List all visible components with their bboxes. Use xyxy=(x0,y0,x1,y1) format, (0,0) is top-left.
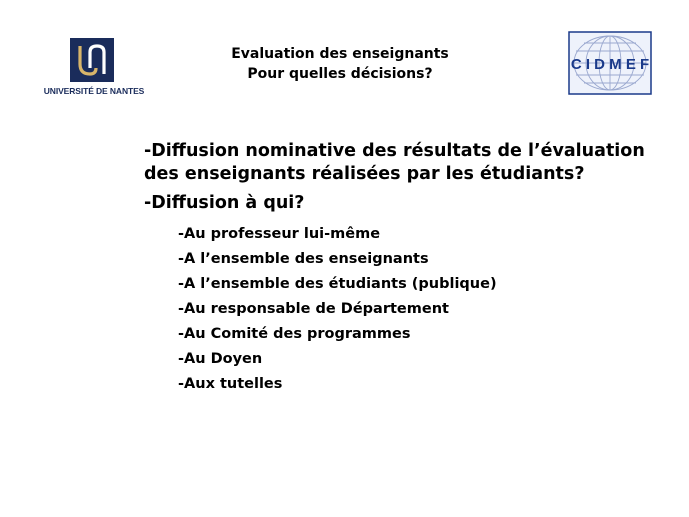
list-item: -Aux tutelles xyxy=(178,376,283,392)
main-point-diffusion-a-qui: -Diffusion à qui? xyxy=(144,193,305,213)
cidmef-globe-icon xyxy=(568,31,652,95)
list-item: -Au responsable de Département xyxy=(178,301,449,317)
cidmef-logo xyxy=(568,31,652,95)
list-item: -A l’ensemble des enseignants xyxy=(178,251,429,267)
title-line-1: Evaluation des enseignants xyxy=(231,46,449,62)
cidmef-text: C I D M E F xyxy=(570,56,650,73)
list-item: -A l’ensemble des étudiants (publique) xyxy=(178,276,497,292)
universite-de-nantes-logo xyxy=(42,38,146,100)
slide-body xyxy=(144,140,664,397)
list-item: -Au professeur lui-même xyxy=(178,226,381,242)
slide-title xyxy=(150,44,530,84)
main-point-diffusion-nominative: -Diffusion nominative des résultats de l’évaluation des enseignants réalisées par les étudiants? xyxy=(144,141,645,184)
un-monogram-icon xyxy=(70,38,114,82)
university-name: UNIVERSITÉ DE NANTES xyxy=(43,86,145,96)
list-item: -Au Doyen xyxy=(178,351,263,367)
title-line-2: Pour quelles décisions? xyxy=(247,66,433,82)
list-item: -Au Comité des programmes xyxy=(178,326,411,342)
recipient-list xyxy=(178,222,664,397)
